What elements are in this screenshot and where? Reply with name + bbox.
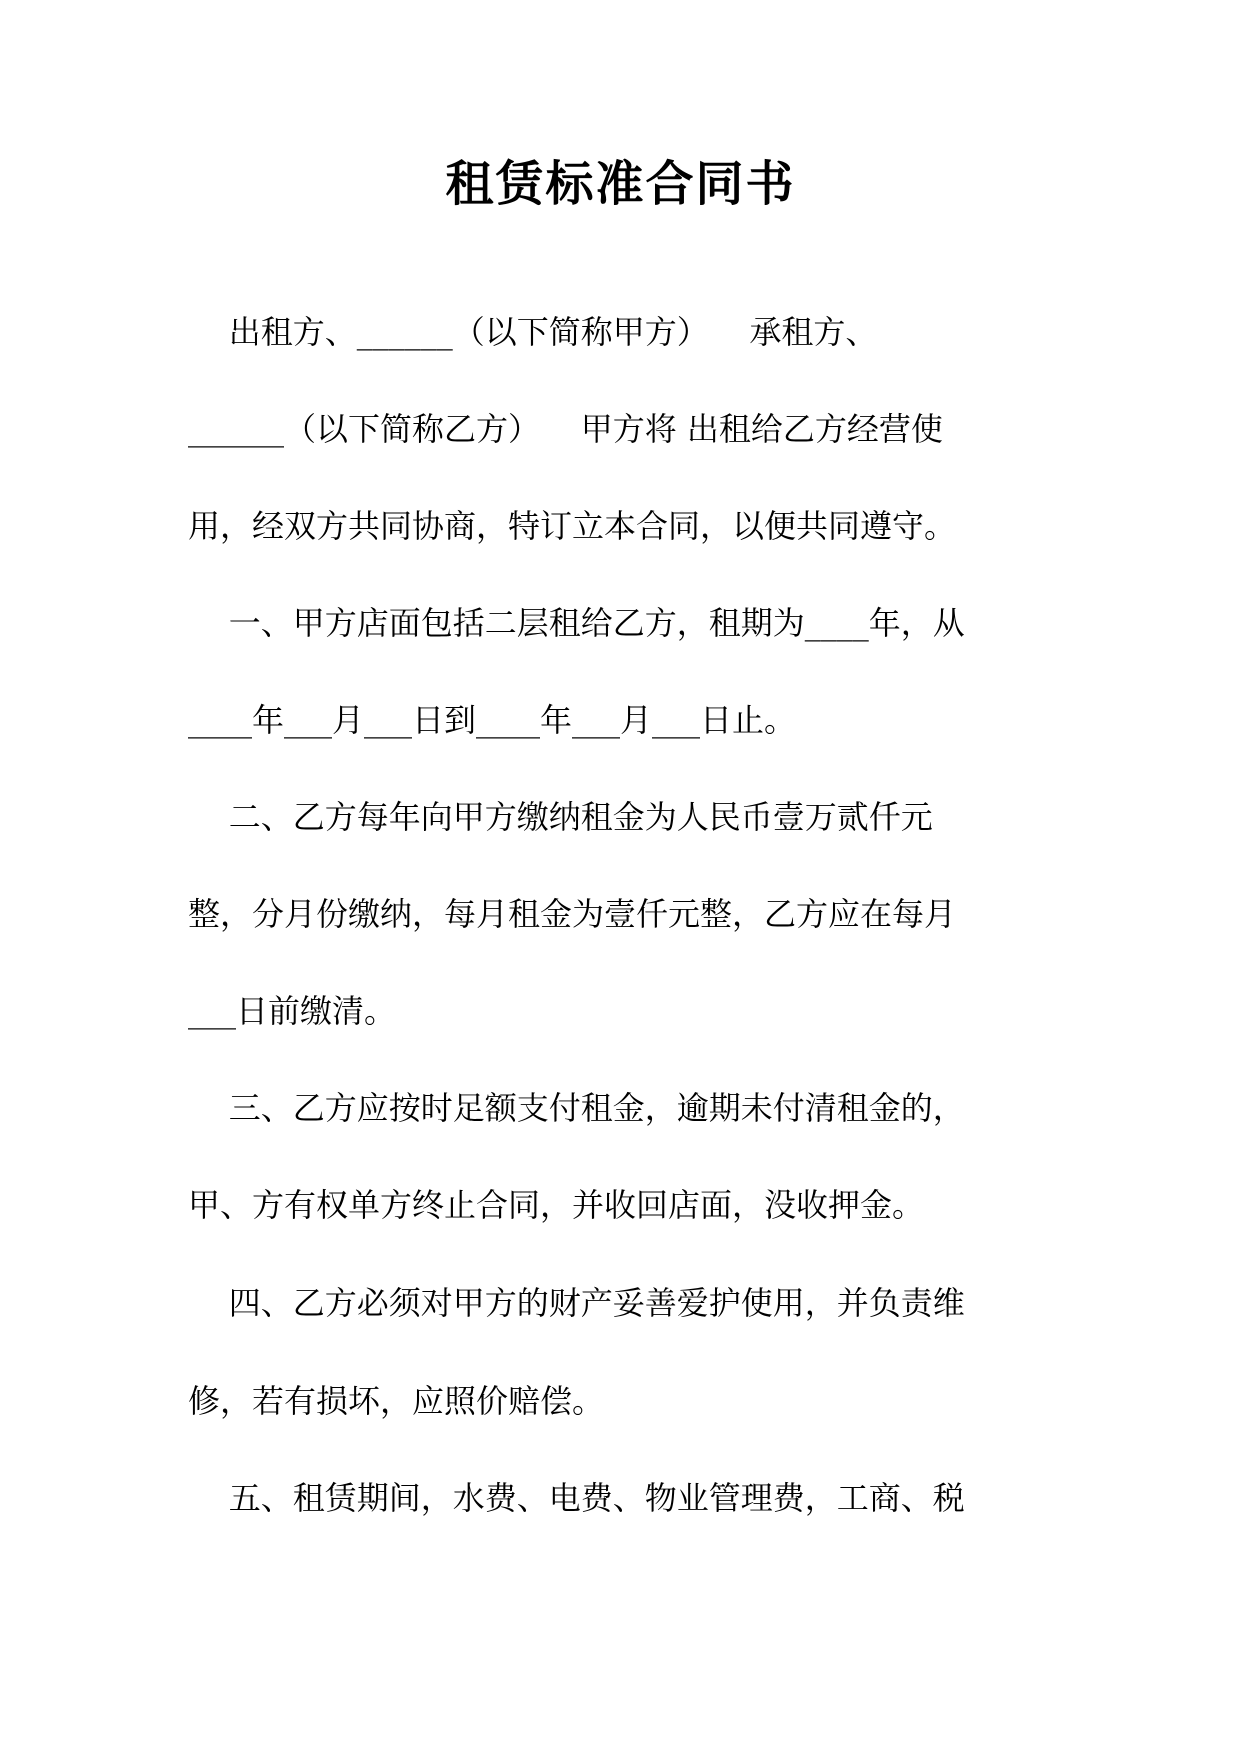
body-line: 五、租赁期间，水费、电费、物业管理费，工商、税	[188, 1479, 965, 1517]
body-line: 出租方、______（以下简称甲方） 承租方、	[188, 313, 878, 351]
body-line: 三、乙方应按时足额支付租金，逾期未付清租金的，	[188, 1089, 965, 1127]
body-line: 二、乙方每年向甲方缴纳租金为人民币壹万贰仟元	[188, 798, 933, 836]
body-line: ______（以下简称乙方） 甲方将 出租给乙方经营使	[188, 410, 943, 448]
body-line: 整，分月份缴纳，每月租金为壹仟元整，乙方应在每月	[188, 895, 957, 933]
body-line: ___日前缴清。	[188, 992, 397, 1030]
document-title: 租赁标准合同书	[445, 156, 796, 212]
body-line: 四、乙方必须对甲方的财产妥善爱护使用，并负责维	[188, 1284, 965, 1322]
body-line: ____年___月___日到____年___月___日止。	[188, 701, 797, 739]
body-line: 甲、方有权单方终止合同，并收回店面，没收押金。	[188, 1186, 925, 1224]
body-line: 一、甲方店面包括二层租给乙方，租期为____年，从	[188, 604, 965, 642]
body-line: 修，若有损坏，应照价赔偿。	[188, 1382, 605, 1420]
body-line: 用，经双方共同协商，特订立本合同，以便共同遵守。	[188, 507, 957, 545]
